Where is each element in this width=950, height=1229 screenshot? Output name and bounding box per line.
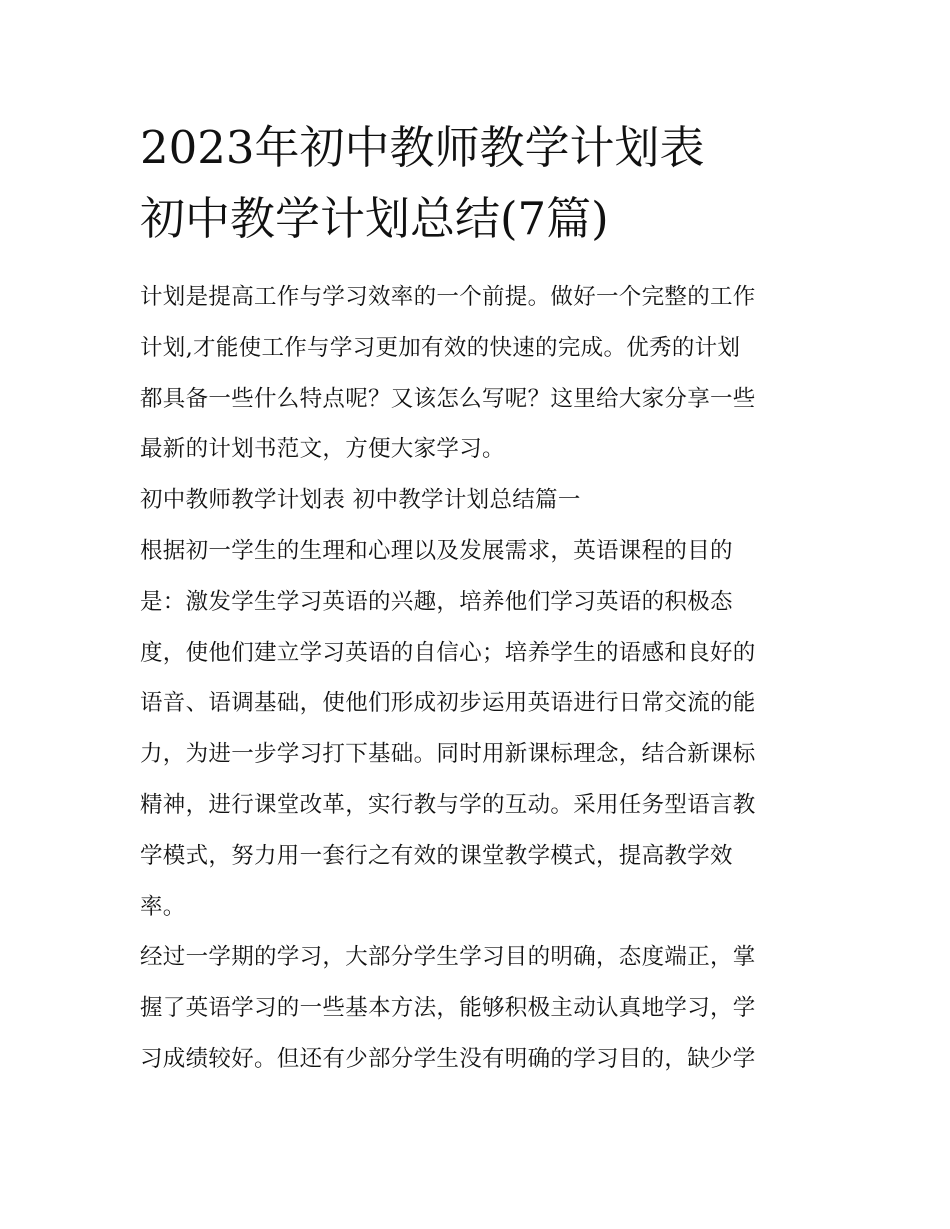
paragraph-line: 握了英语学习的一些基本方法，能够积极主动认真地学习，学 [140,995,756,1022]
paragraph-line: 度，使他们建立学习英语的自信心；培养学生的语感和良好的 [140,639,756,666]
document-body [140,272,820,1085]
paragraph-line: 精神，进行课堂改革，实行教与学的互动。采用任务型语言教 [140,791,756,818]
paragraph-2 [140,932,812,1084]
intro-line: 都具备一些什么特点呢？又该怎么写呢？这里给大家分享一些 [140,385,756,412]
paragraph-line: 根据初一学生的生理和心理以及发展需求，英语课程的目的 [140,537,733,564]
paragraph-line: 是：激发学生学习英语的兴趣，培养他们学习英语的积极态 [140,588,733,615]
paragraph-line: 习成绩较好。但还有少部分学生没有明确的学习目的，缺少学 [140,1045,756,1072]
intro-line: 计划,才能使工作与学习更加有效的快速的完成。优秀的计划 [140,334,741,361]
paragraph-line: 力，为进一步学习打下基础。同时用新课标理念，结合新课标 [140,741,756,768]
title-line-2: 初中教学计划总结(7篇) [140,192,609,245]
intro-line: 最新的计划书范文，方便大家学习。 [140,436,505,463]
intro-line: 计划是提高工作与学习效率的一个前提。做好一个完整的工作 [140,284,756,310]
paragraph-1 [140,526,812,932]
intro-paragraph [140,272,812,475]
paragraph-line: 语音、语调基础，使他们形成初步运用英语进行日常交流的能 [140,690,756,717]
paragraph-line: 经过一学期的学习，大部分学生学习目的明确，态度端正，掌 [140,944,756,971]
section-heading: 初中教师教学计划表 初中教学计划总结篇一 [140,487,581,514]
title-line-1: 2023年初中教师教学计划表 [140,121,705,174]
paragraph-line: 学模式，努力用一套行之有效的课堂教学模式，提高教学效 [140,842,733,869]
document-page [140,118,820,1085]
document-title [140,118,820,249]
paragraph-line: 率。 [140,893,186,920]
